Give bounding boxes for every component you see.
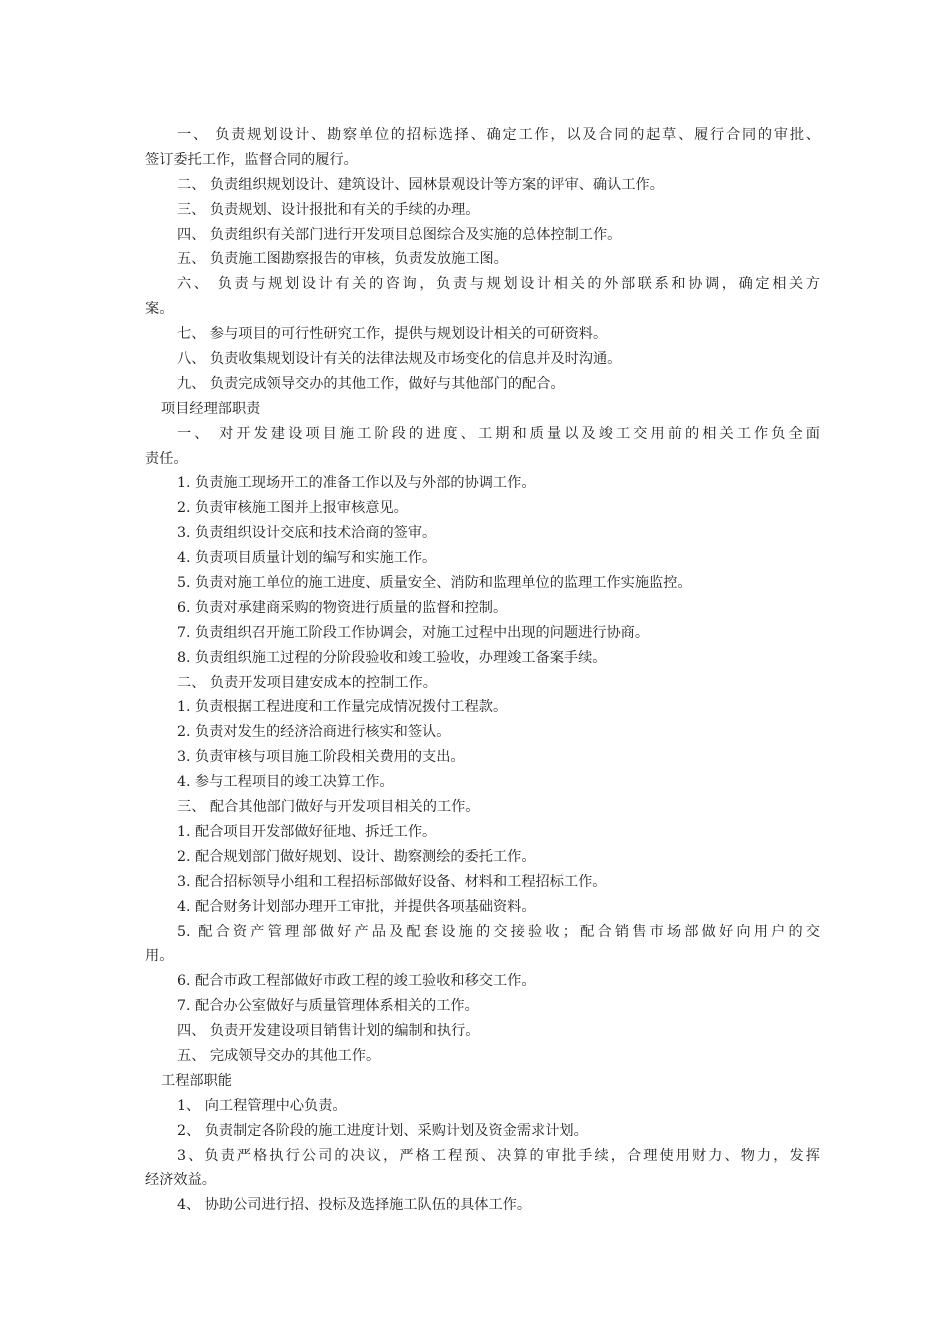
text-line: 八、 负责收集规划设计有关的法律法规及市场变化的信息并及时沟通。 (177, 351, 622, 368)
text-line: 5. 负责对施工单位的施工进度、质量安全、消防和监理单位的监理工作实施监控。 (177, 575, 692, 592)
text-line: 5. 配合资产管理部做好产品及配套设施的交接验收；配合销售市场部做好向用户的交 (177, 923, 820, 940)
text-line: 四、 负责组织有关部门进行开发项目总图综合及实施的总体控制工作。 (177, 226, 622, 243)
text-line: 1. 配合项目开发部做好征地、拆迁工作。 (177, 823, 437, 840)
text-line: 4、 协助公司进行招、投标及选择施工队伍的具体工作。 (177, 1197, 532, 1214)
text-line: 3、负责严格执行公司的决议，严格工程预、决算的审批手续，合理使用财力、物力，发挥 (177, 1147, 820, 1164)
text-line: 8. 负责组织施工过程的分阶段验收和竣工验收，办理竣工备案手续。 (177, 649, 607, 666)
text-line: 2、 负责制定各阶段的施工进度计划、采购计划及资金需求计划。 (177, 1122, 588, 1139)
text-line: 五、 负责施工图勘察报告的审核，负责发放施工图。 (177, 251, 508, 268)
text-line: 九、 负责完成领导交办的其他工作，做好与其他部门的配合。 (177, 375, 565, 392)
text-line: 1. 负责施工现场开工的准备工作以及与外部的协调工作。 (177, 475, 536, 492)
text-line: 经济效益。 (145, 1172, 216, 1189)
text-line: 7. 负责组织召开施工阶段工作协调会，对施工过程中出现的问题进行协商。 (177, 624, 650, 641)
text-line: 四、 负责开发建设项目销售计划的编制和执行。 (177, 1023, 480, 1040)
text-line: 七、 参与项目的可行性研究工作，提供与规划设计相关的可研资料。 (177, 326, 608, 343)
section-heading: 工程部职能 (161, 1072, 232, 1089)
section-heading: 项目经理部职责 (161, 400, 261, 417)
text-line: 4. 负责项目质量计划的编写和实施工作。 (177, 550, 437, 567)
text-line: 一、 负责规划设计、勘察单位的招标选择、确定工作，以及合同的起草、履行合同的审批、 (177, 127, 820, 143)
text-line: 1. 负责根据工程进度和工作量完成情况拨付工程款。 (177, 699, 508, 716)
text-line: 案。 (145, 301, 174, 318)
text-line: 三、 负责规划、设计报批和有关的手续的办理。 (177, 201, 480, 218)
text-line: 4. 配合财务计划部办理开工审批，并提供各项基础资料。 (177, 898, 536, 915)
text-line: 1、 向工程管理中心负责。 (177, 1097, 347, 1114)
text-line: 6. 负责对承建商采购的物资进行质量的监督和控制。 (177, 599, 508, 616)
text-line: 2. 负责审核施工图并上报审核意见。 (177, 500, 408, 517)
text-line: 6. 配合市政工程部做好市政工程的竣工验收和移交工作。 (177, 973, 536, 990)
text-line: 2. 配合规划部门做好规划、设计、勘察测绘的委托工作。 (177, 848, 536, 865)
text-line: 五、 完成领导交办的其他工作。 (177, 1047, 381, 1064)
document-body (145, 123, 820, 1218)
text-line: 责任。 (145, 450, 188, 467)
text-line: 7. 配合办公室做好与质量管理体系相关的工作。 (177, 998, 479, 1015)
text-line: 六、 负责与规划设计有关的咨询，负责与规划设计相关的外部联系和协调，确定相关方 (177, 276, 820, 293)
text-line: 2. 负责对发生的经济洽商进行核实和签认。 (177, 724, 451, 741)
text-line: 三、 配合其他部门做好与开发项目相关的工作。 (177, 799, 480, 816)
text-line: 3. 配合招标领导小组和工程招标部做好设备、材料和工程招标工作。 (177, 873, 607, 890)
text-line: 用。 (145, 948, 174, 965)
text-line: 二、 负责开发项目建安成本的控制工作。 (177, 674, 437, 691)
text-line: 一、 对开发建设项目施工阶段的进度、工期和质量以及竣工交用前的相关工作负全面 (177, 425, 820, 442)
text-line: 二、 负责组织规划设计、建筑设计、园林景观设计等方案的评审、确认工作。 (177, 176, 664, 193)
text-line: 3. 负责审核与项目施工阶段相关费用的支出。 (177, 749, 465, 766)
text-line: 3. 负责组织设计交底和技术洽商的签审。 (177, 525, 437, 542)
text-line: 4. 参与工程项目的竣工决算工作。 (177, 774, 394, 791)
text-line: 签订委托工作，监督合同的履行。 (145, 151, 358, 168)
